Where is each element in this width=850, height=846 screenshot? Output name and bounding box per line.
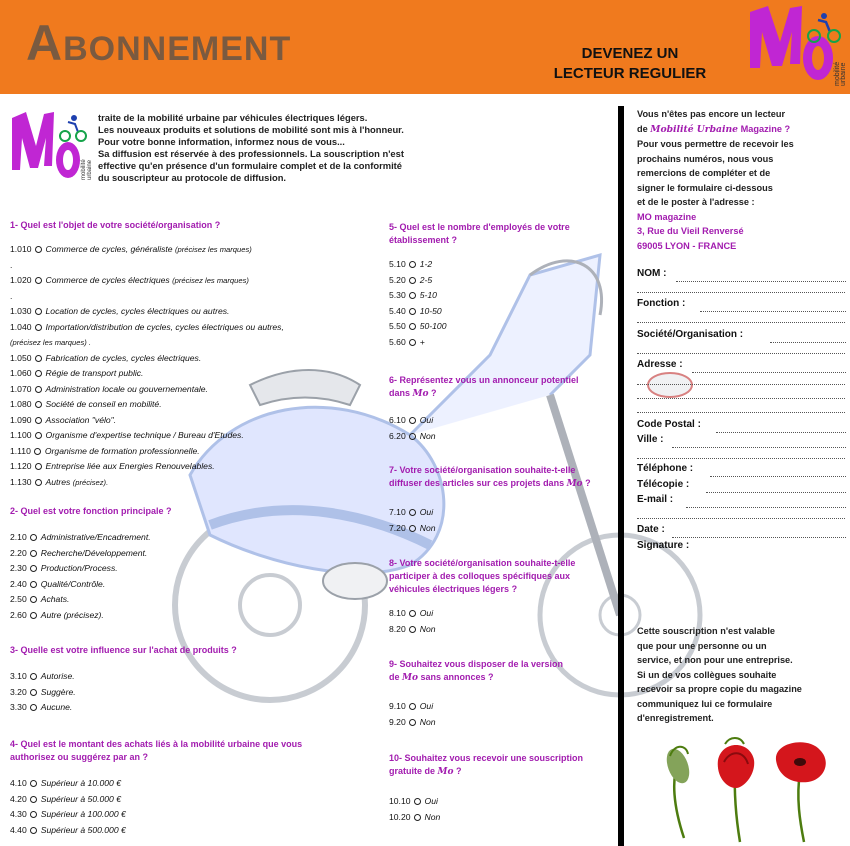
radio-circle-icon[interactable] [409, 703, 416, 710]
option-8-10[interactable]: 8.10 Oui [389, 608, 434, 618]
option-1-080[interactable]: 1.080 Société de conseil en mobilité. [10, 399, 162, 409]
svg-text:mobilité: mobilité [81, 159, 87, 180]
option-4-40[interactable]: 4.40 Supérieur à 500.000 € [10, 824, 126, 835]
question-9-options [389, 699, 436, 730]
page-title: ABONNEMENT [26, 15, 292, 71]
code-postal-field[interactable]: Code Postal : [637, 419, 701, 430]
question-3-options [10, 669, 76, 716]
question-2-title: 2- Quel est votre fonction principale ? [10, 506, 172, 516]
vertical-divider [618, 106, 624, 846]
radio-circle-icon[interactable] [409, 626, 416, 633]
magazine-name: Mobilité Urbaine [650, 123, 739, 135]
question-5-options [389, 257, 447, 350]
radio-circle-icon[interactable] [35, 401, 42, 408]
header-banner [0, 0, 850, 94]
option-5-60[interactable]: 5.60 + [389, 336, 425, 347]
poppy-flowers-image [640, 738, 845, 843]
email-field[interactable]: E-mail : [637, 494, 674, 505]
option-7-10[interactable]: 7.10 Oui [389, 507, 434, 517]
option-1-040[interactable]: 1.040 Importation/distribution de cycles, cycles électriques ou autres, [10, 321, 284, 332]
question-7-options [389, 505, 436, 536]
svg-text:urbaine: urbaine [840, 62, 847, 86]
telecopie-field[interactable]: Télécopie : [637, 479, 690, 490]
option-1-120[interactable]: 1.120 Entreprise liée aux Energies Renouvelables. [10, 461, 215, 471]
date-field[interactable]: Date : [637, 524, 665, 535]
question-4-options [10, 776, 126, 838]
radio-circle-icon[interactable] [35, 277, 42, 284]
intro-text: traite de la mobilité urbaine par véhicules électriques légers. Les nouveaux produits et solutions de mobilité sont mis à l'honneur. Pour votre bonne information, informez nous de vous... Sa diffusion est réservée à des professionnels. La souscription n'est effective qu'en présence d'un formulaire complet et de la conformité du souscripteur au protocole de diffusion. [98, 112, 404, 183]
question-8-title: 8- Votre société/organisation souhaite-t-elle participer à des colloques spécifiques aux véhicules électriques légers ? [389, 558, 576, 594]
radio-circle-icon[interactable] [34, 448, 41, 455]
option-4-20[interactable]: 4.20 Supérieur à 50.000 € [10, 793, 122, 804]
mo-mark: Mo [412, 389, 429, 399]
option-2-10[interactable]: 2.10 Administrative/Encadrement. [10, 532, 151, 542]
validity-note: Cette souscription n'est valable que pour une personne ou un service, et non pour une entreprise. Si un de vos collègues souhaite recevoir sa propre copie du magazine communiquez lui ce formulaire d'enregistrement. [637, 626, 802, 723]
mo-logo [746, 2, 846, 92]
radio-circle-icon[interactable] [30, 704, 37, 711]
option-10-10[interactable]: 10.10 Oui [389, 796, 438, 806]
radio-circle-icon[interactable] [414, 814, 421, 821]
option-4-10[interactable]: 4.10 Supérieur à 10.000 € [10, 778, 122, 788]
option-1-020[interactable]: 1.020 Commerce de cycles électriques (précisez les marques) [10, 275, 249, 285]
mo-mark: Mo [402, 673, 418, 683]
question-7-title: 7- Votre société/organisation souhaite-t-elle diffuser des articles sur ces projets dans Mo ? [389, 465, 591, 489]
radio-circle-icon[interactable] [30, 811, 37, 818]
address-line-2: 3, Rue du Vieil Renversé [637, 226, 744, 236]
question-10-options [389, 794, 440, 825]
question-8-options [389, 606, 436, 637]
radio-circle-icon[interactable] [409, 308, 416, 315]
option-1-070[interactable]: 1.070 Administration locale ou gouvernementale. [10, 383, 208, 394]
header-separator [0, 94, 850, 98]
mo-logo-small [8, 106, 92, 184]
question-6-title: 6- Représentez vous un annonceur potentiel dans Mo ? [389, 375, 579, 399]
option-5-50[interactable]: 5.50 50-100 [389, 321, 447, 331]
radio-circle-icon[interactable] [30, 596, 37, 603]
radio-circle-icon[interactable] [409, 261, 416, 268]
radio-circle-icon[interactable] [409, 610, 416, 617]
radio-circle-icon[interactable] [35, 246, 42, 253]
option-4-30[interactable]: 4.30 Supérieur à 100.000 € [10, 809, 126, 819]
question-3-title: 3- Quelle est votre influence sur l'achat de produits ? [10, 645, 237, 655]
radio-circle-icon[interactable] [30, 565, 37, 572]
address-line-3: 69005 LYON - FRANCE [637, 240, 737, 251]
option-5-30[interactable]: 5.30 5-10 [389, 290, 437, 300]
radio-circle-icon[interactable] [30, 673, 37, 680]
radio-circle-icon[interactable] [409, 509, 416, 516]
radio-circle-icon[interactable] [409, 417, 416, 424]
option-3-30[interactable]: 3.30 Aucune. [10, 702, 73, 712]
question-2-options [10, 530, 151, 623]
radio-circle-icon[interactable] [30, 689, 37, 696]
radio-circle-icon[interactable] [30, 581, 37, 588]
mo-mark: Mo [437, 767, 454, 777]
question-9-title: 9- Souhaitez vous disposer de la version de Mo sans annonces ? [389, 659, 564, 683]
question-6-options [389, 413, 436, 444]
option-1-090[interactable]: 1.090 Association "vélo". [10, 414, 117, 425]
radio-circle-icon[interactable] [35, 479, 42, 486]
option-3-20[interactable]: 3.20 Suggère. [10, 686, 76, 697]
radio-circle-icon[interactable] [30, 534, 37, 541]
option-1-050[interactable]: 1.050 Fabrication de cycles, cycles électriques. [10, 352, 202, 363]
option-6-10[interactable]: 6.10 Oui [389, 415, 434, 425]
radio-circle-icon[interactable] [409, 292, 416, 299]
option-1-100[interactable]: 1.100 Organisme d'expertise technique / Bureau d'Etudes. [10, 430, 244, 440]
option-5-20[interactable]: 5.20 2-5 [389, 274, 433, 285]
societe-field[interactable]: Société/Organisation : [637, 329, 744, 340]
option-2-20[interactable]: 2.20 Recherche/Développement. [10, 547, 148, 558]
radio-circle-icon[interactable] [414, 798, 421, 805]
radio-circle-icon[interactable] [30, 550, 37, 557]
radio-circle-icon[interactable] [35, 324, 42, 331]
radio-circle-icon[interactable] [35, 370, 42, 377]
option-1-010[interactable]: 1.010 Commerce de cycles, généraliste (précisez les marques) [10, 244, 252, 254]
subscription-intro: Vous n'êtes pas encore un lecteur de Mobilité Urbaine Magazine ? Pour vous permettre de recevoir les prochains numéros, nous vous remercions de compléter et de signer le formulaire ci-dessous et de le poster à l'adresse : MO magazine 3, Rue du Vieil Renversé 69005 LYON - FRANCE [637, 107, 842, 253]
option-1-130[interactable]: 1.130 Autres (précisez). [10, 476, 109, 487]
radio-circle-icon[interactable] [35, 463, 42, 470]
option-2-50[interactable]: 2.50 Achats. [10, 594, 70, 604]
signature-field[interactable]: Signature : [637, 540, 690, 551]
option-9-20[interactable]: 9.20 Non [389, 716, 436, 727]
option-1-030[interactable]: 1.030 Location de cycles, cycles électriques ou autres. [10, 306, 230, 316]
option-8-20[interactable]: 8.20 Non [389, 623, 436, 634]
radio-circle-icon[interactable] [35, 308, 42, 315]
question-5-title: 5- Quel est le nombre d'employés de votre établissement ? [389, 222, 570, 245]
radio-circle-icon[interactable] [30, 780, 37, 787]
svg-text:urbaine: urbaine [87, 159, 93, 180]
option-6-20[interactable]: 6.20 Non [389, 430, 436, 441]
radio-circle-icon[interactable] [30, 827, 37, 834]
option-7-20[interactable]: 7.20 Non [389, 522, 436, 533]
question-10-title: 10- Souhaitez vous recevoir une souscription gratuite de Mo ? [389, 753, 584, 777]
ville-field[interactable]: Ville : [637, 434, 664, 445]
question-4-title: 4- Quel est le montant des achats liés à la mobilité urbaine que vous authorisez ou suggérez par an ? [10, 739, 303, 762]
radio-circle-icon[interactable] [409, 525, 416, 532]
option-3-10[interactable]: 3.10 Autorise. [10, 671, 75, 681]
question-1-title: 1- Quel est l'objet de votre société/organisation ? [10, 220, 221, 230]
radio-circle-icon[interactable] [30, 796, 37, 803]
radio-circle-icon[interactable] [35, 355, 42, 362]
radio-circle-icon[interactable] [35, 432, 42, 439]
radio-circle-icon[interactable] [409, 339, 416, 346]
header-slogan: DEVENEZ UN LECTEUR REGULIER [553, 45, 707, 82]
mo-mark: Mo [566, 479, 583, 489]
option-2-30[interactable]: 2.30 Production/Process. [10, 563, 118, 573]
radio-circle-icon[interactable] [30, 612, 37, 619]
radio-circle-icon[interactable] [409, 277, 416, 284]
option-2-40[interactable]: 2.40 Qualité/Contrôle. [10, 578, 106, 589]
option-2-60[interactable]: 2.60 Autre (précisez). [10, 609, 104, 620]
radio-circle-icon[interactable] [409, 323, 416, 330]
radio-circle-icon[interactable] [409, 719, 416, 726]
nom-field[interactable]: NOM : [637, 268, 667, 279]
radio-circle-icon[interactable] [409, 433, 416, 440]
option-1-060[interactable]: 1.060 Régie de transport public. [10, 368, 144, 378]
telephone-field[interactable]: Téléphone : [637, 463, 694, 474]
option-5-40[interactable]: 5.40 10-50 [389, 305, 442, 316]
adresse-field[interactable]: Adresse : [637, 359, 683, 370]
option-10-20[interactable]: 10.20 Non [389, 811, 441, 822]
option-9-10[interactable]: 9.10 Oui [389, 701, 434, 711]
address-line-1: MO magazine [637, 211, 697, 222]
question-1-options: 1.010 Commerce de cycles, généraliste (précisez les marques) . 1.020 Commerce de cycles électriques (précisez les marques) . 1.030 Location de cycles, cycles électriques ou autres. 1.040 Importation/distribution de cycles, cycles électriques ou autres, (précisez les marques) . 1.050 Fabrication de cycles, cycles électriques. 1.060 Régie de transport public. 1.070 Administration locale ou gouvernementale. 1.080 Société de conseil en mobilité. 1.090 Association "vélo". 1.100 Organisme d'expertise technique / Bureau d'Etudes. 1.110 Organisme de formation professionnelle. 1.120 Entreprise liée aux Energies Renouvelables. 1.130 Autres (précisez). [10, 242, 284, 490]
radio-circle-icon[interactable] [35, 417, 42, 424]
option-5-10[interactable]: 5.10 1-2 [389, 259, 433, 269]
radio-circle-icon[interactable] [35, 386, 42, 393]
option-1-110[interactable]: 1.110 Organisme de formation professionnelle. [10, 445, 200, 456]
svg-text:mobilité: mobilité [834, 61, 841, 86]
fonction-field[interactable]: Fonction : [637, 298, 686, 309]
